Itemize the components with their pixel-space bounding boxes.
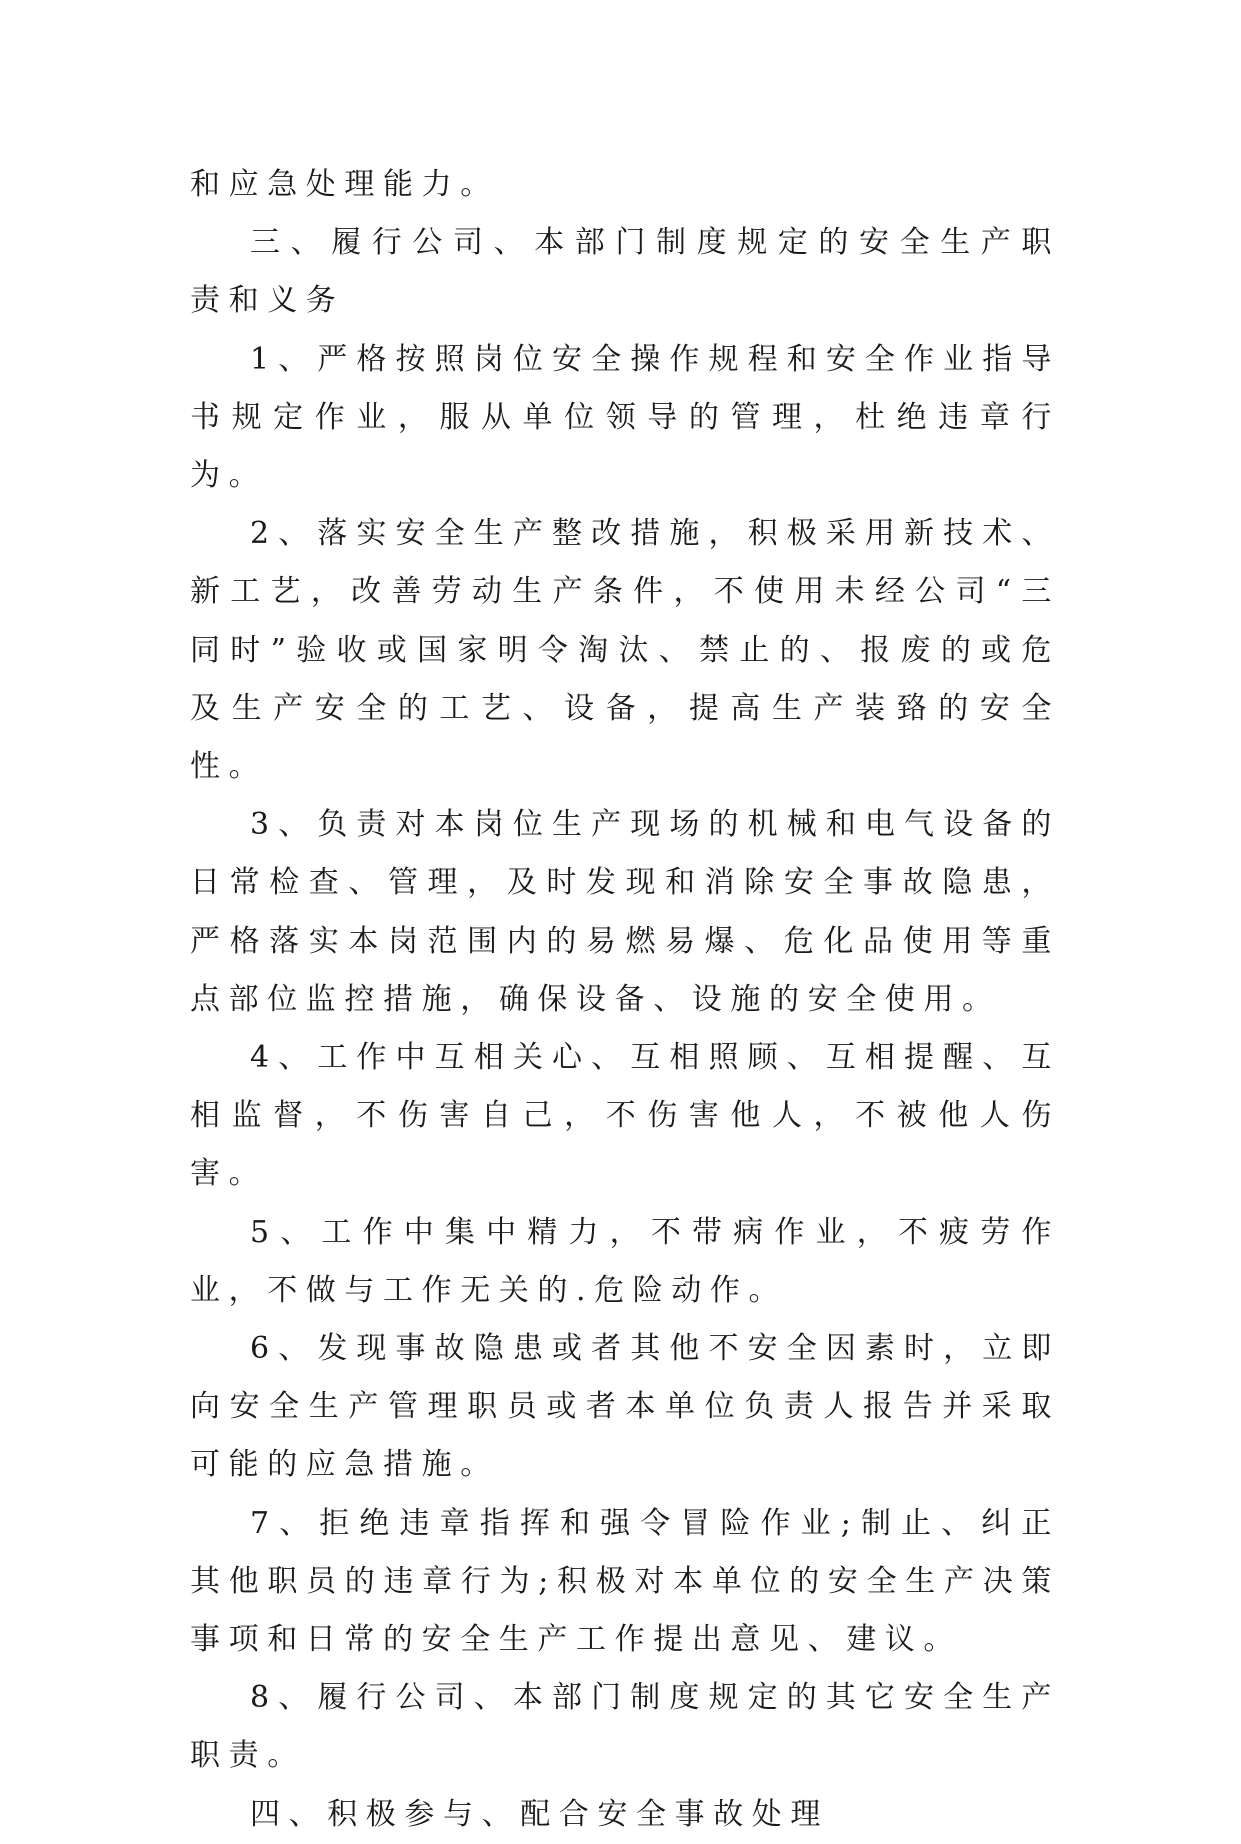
list-item-4: 4、工作中互相关心、互相照顾、互相提醒、互相监督，不伤害自己，不伤害他人，不被他人伤害。 [190, 1040, 1060, 1192]
section-heading-4: 四、积极参与、配合安全事故处理 [250, 1796, 829, 1832]
list-item-6: 6、发现事故隐患或者其他不安全因素时，立即向安全生产管理职员或者本单位负责人报告并采取可能的应急措施。 [190, 1331, 1060, 1483]
document-body [190, 156, 1060, 1844]
list-item-7: 7、拒绝违章指挥和强令冒险作业;制止、纠正其他职员的违章行为;积极对本单位的安全生产决策事项和日常的安全生产工作提出意见、建议。 [190, 1505, 1060, 1658]
list-item-1: 1、严格按照岗位安全操作规程和安全作业指导书规定作业，服从单位领导的管理，杜绝违章行为。 [190, 341, 1060, 494]
list-item-8: 8、履行公司、本部门制度规定的其它安全生产职责。 [190, 1680, 1060, 1774]
section-heading-3: 三、履行公司、本部门制度规定的安全生产职责和义务 [190, 225, 1060, 319]
list-item-3: 3、负责对本岗位生产现场的机械和电气设备的日常检查、管理，及时发现和消除安全事故隐患，严格落实本岗范围内的易燃易爆、危化品使用等重点部位监控措施，确保设备、设施的安全使用。 [190, 807, 1060, 1017]
list-item-2: 2、落实安全生产整改措施，积极采用新技术、新工艺，改善劳动生产条件，不使用未经公司“三同时”验收或国家明令淘汰、禁止的、报废的或危及生产安全的工艺、设备，提高生产装臵的安全性。 [190, 516, 1060, 785]
paragraph-continuation: 和应急处理能力。 [190, 167, 499, 202]
list-item-5: 5、工作中集中精力，不带病作业，不疲劳作业，不做与工作无关的.危险动作。 [190, 1214, 1060, 1308]
